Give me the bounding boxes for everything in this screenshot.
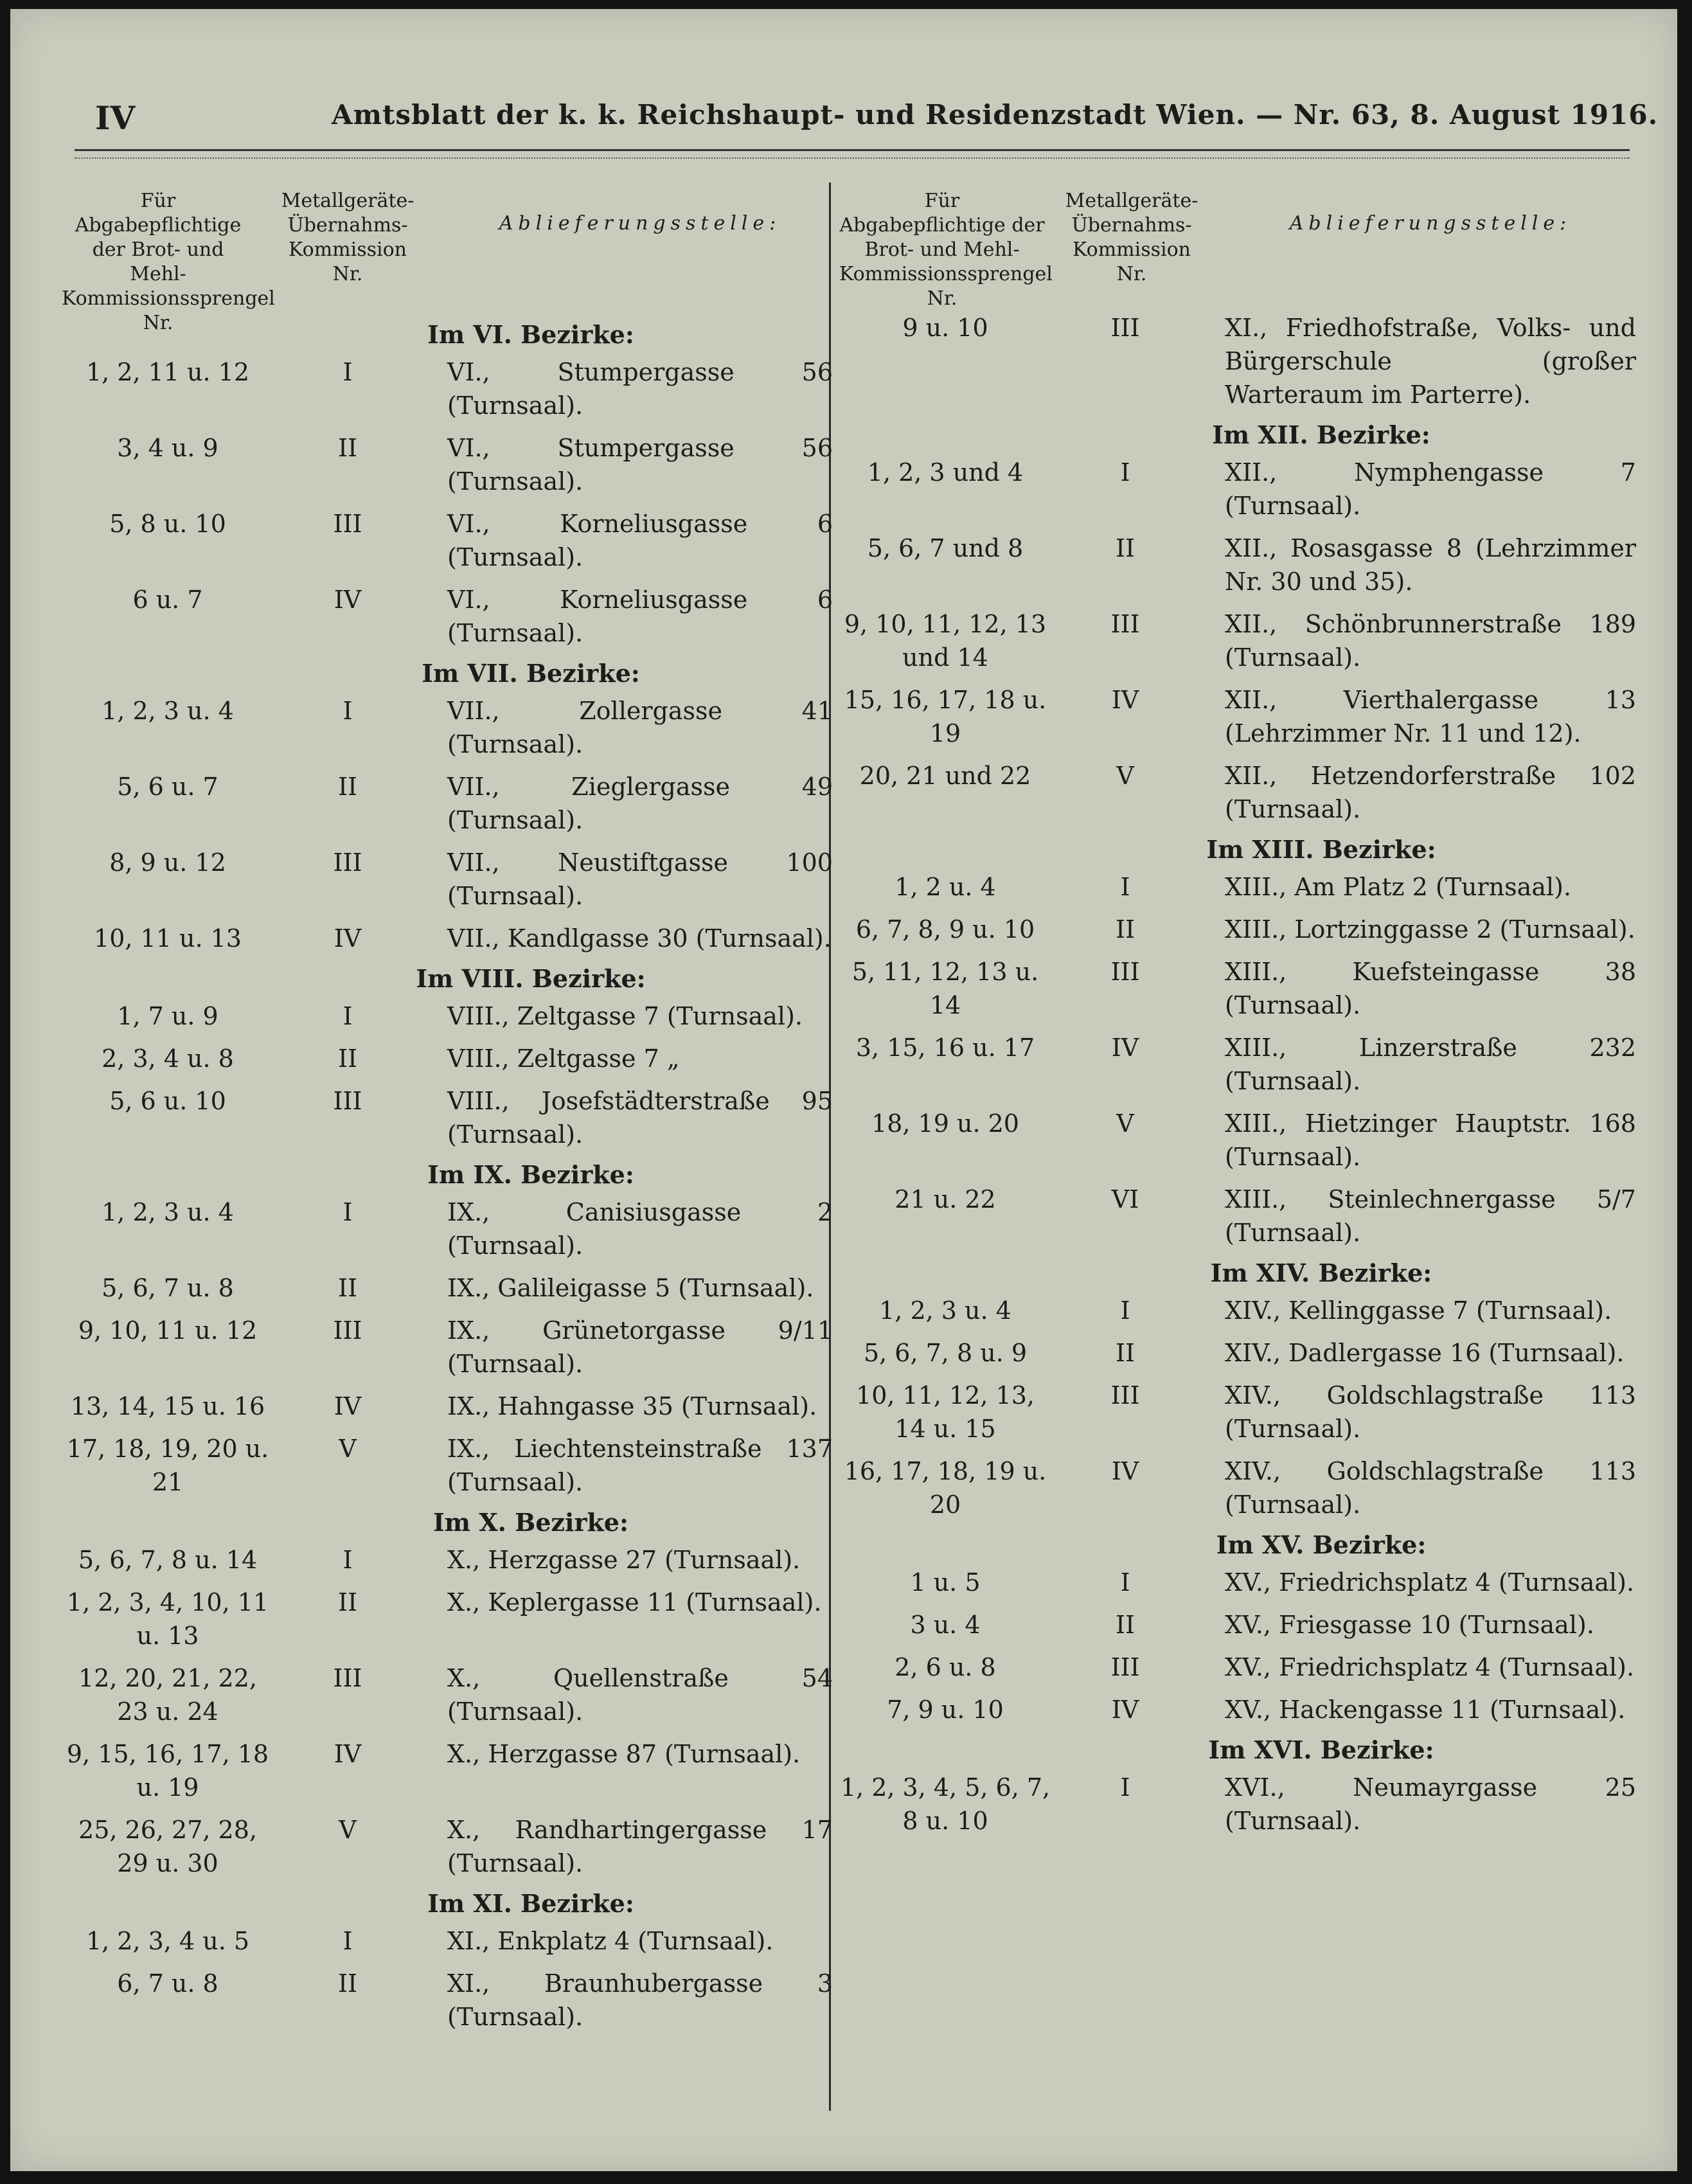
kommission-cell: III bbox=[1110, 1653, 1140, 1681]
kommission-cell: V bbox=[1116, 762, 1134, 790]
table-row bbox=[839, 607, 1636, 674]
kommission-cell: I bbox=[343, 697, 353, 725]
stelle-cell: XIII., Lortzinggasse 2 (Turnsaal). bbox=[1225, 915, 1635, 944]
kommission-cell: II bbox=[337, 1274, 358, 1302]
sprengel-cell: 9, 10, 11 u. 12 bbox=[78, 1316, 258, 1345]
sprengel-cell: 20, 21 und 22 bbox=[859, 762, 1031, 790]
sprengel-cell: 5, 6, 7 und 8 bbox=[867, 534, 1024, 562]
stelle-cell: XI., Friedhofstraße, Volks- und Bürgerschule (großer Warteraum im Parterre). bbox=[1225, 314, 1636, 409]
sprengel-cell: 1, 2, 3 u. 4 bbox=[879, 1296, 1011, 1325]
stelle-cell: VII., Zieglergasse 49 (Turnsaal). bbox=[447, 773, 833, 834]
stelle-cell: IX., Galileigasse 5 (Turnsaal). bbox=[447, 1274, 814, 1302]
stelle-cell: XI., Braunhubergasse 3 (Turnsaal). bbox=[447, 1969, 833, 2031]
stelle-cell: IX., Hahngasse 35 (Turnsaal). bbox=[447, 1392, 817, 1420]
header-stelle: Ablieferungsstelle: bbox=[499, 212, 781, 235]
stelle-cell: XIV., Dadlergasse 16 (Turnsaal). bbox=[1225, 1339, 1625, 1367]
header-kommission: Metallgeräte-Übernahms-Kommission Nr. bbox=[1065, 190, 1198, 285]
district-heading: Im VII. Bezirke: bbox=[422, 659, 640, 688]
stelle-cell: VIII., Josefstädterstraße 95 (Turnsaal). bbox=[447, 1087, 833, 1149]
kommission-cell: IV bbox=[1111, 1696, 1139, 1724]
district-heading: Im XIV. Bezirke: bbox=[1210, 1258, 1432, 1287]
stelle-cell: XII., Nymphengasse 7 (Turnsaal). bbox=[1225, 458, 1636, 520]
sprengel-cell: 6, 7 u. 8 bbox=[117, 1969, 218, 1998]
sprengel-cell: 1, 2, 11 u. 12 bbox=[85, 358, 250, 386]
stelle-cell: X., Herzgasse 27 (Turnsaal). bbox=[447, 1546, 801, 1574]
table-row bbox=[62, 770, 833, 837]
sprengel-cell: 9 u. 10 bbox=[902, 314, 988, 342]
kommission-cell: I bbox=[1120, 1296, 1130, 1325]
stelle-cell: XIV., Goldschlagstraße 113 (Turnsaal). bbox=[1225, 1457, 1636, 1519]
kommission-cell: III bbox=[333, 848, 362, 877]
table-row bbox=[62, 1432, 833, 1499]
district-heading: Im XII. Bezirke: bbox=[1212, 420, 1430, 449]
kommission-cell: III bbox=[333, 1087, 362, 1115]
district-heading: Im XV. Bezirke: bbox=[1216, 1530, 1427, 1559]
kommission-cell: IV bbox=[334, 1392, 362, 1420]
table-row bbox=[62, 1967, 833, 2034]
kommission-cell: II bbox=[337, 773, 358, 801]
stelle-cell: XV., Friedrichsplatz 4 (Turnsaal). bbox=[1225, 1653, 1635, 1681]
table-row bbox=[62, 1661, 833, 1728]
sprengel-cell: 5, 6 u. 7 bbox=[117, 773, 218, 801]
newspaper-page bbox=[10, 9, 1677, 2171]
stelle-cell: X., Herzgasse 87 (Turnsaal). bbox=[447, 1740, 801, 1768]
kommission-cell: I bbox=[343, 1927, 353, 1955]
sprengel-cell: 8, 9 u. 12 bbox=[109, 848, 226, 877]
table-row bbox=[839, 1379, 1636, 1446]
sprengel-cell: 5, 6, 7, 8 u. 9 bbox=[863, 1339, 1028, 1367]
kommission-cell: II bbox=[1115, 1611, 1135, 1639]
kommission-cell: III bbox=[1110, 610, 1140, 638]
stelle-cell: VII., Neustiftgasse 100 (Turnsaal). bbox=[447, 848, 833, 910]
left-column bbox=[62, 183, 833, 2043]
kommission-cell: II bbox=[337, 1588, 358, 1616]
table-row bbox=[62, 583, 833, 650]
stelle-cell: VII., Zollergasse 41 (Turnsaal). bbox=[447, 697, 833, 758]
sprengel-cell: 5, 6, 7, 8 u. 14 bbox=[78, 1546, 258, 1574]
sprengel-cell: 1, 2, 3 u. 4 bbox=[102, 1198, 234, 1226]
district-heading: Im VI. Bezirke: bbox=[427, 320, 634, 349]
sprengel-cell: 10, 11, 12, 13, 14 u. 15 bbox=[856, 1381, 1035, 1443]
kommission-cell: I bbox=[1120, 1568, 1130, 1597]
sprengel-cell: 5, 6 u. 10 bbox=[109, 1087, 226, 1115]
stelle-cell: XVI., Neumayrgasse 25 (Turnsaal). bbox=[1225, 1773, 1636, 1835]
stelle-cell: XII., Hetzendorferstraße 102 (Turnsaal). bbox=[1225, 762, 1636, 823]
kommission-cell: IV bbox=[1111, 1034, 1139, 1062]
stelle-cell: X., Quellenstraße 54 (Turnsaal). bbox=[447, 1664, 833, 1726]
stelle-cell: XIV., Kellinggasse 7 (Turnsaal). bbox=[1225, 1296, 1612, 1325]
table-row bbox=[839, 1336, 1636, 1370]
stelle-cell: XIII., Linzerstraße 232 (Turnsaal). bbox=[1225, 1034, 1636, 1095]
sprengel-cell: 21 u. 22 bbox=[895, 1185, 996, 1213]
sprengel-cell: 12, 20, 21, 22, 23 u. 24 bbox=[78, 1664, 257, 1726]
sprengel-cell: 2, 3, 4 u. 8 bbox=[102, 1044, 234, 1073]
table-row bbox=[62, 1543, 833, 1577]
sprengel-cell: 18, 19 u. 20 bbox=[871, 1109, 1019, 1138]
table-row bbox=[839, 913, 1636, 946]
right-column bbox=[839, 183, 1636, 1847]
table-row bbox=[62, 1314, 833, 1381]
sprengel-cell: 17, 18, 19, 20 u. 21 bbox=[66, 1435, 269, 1496]
kommission-cell: III bbox=[1110, 958, 1140, 986]
kommission-cell: I bbox=[1120, 1773, 1130, 1802]
sprengel-cell: 3, 4 u. 9 bbox=[117, 434, 218, 462]
table-row bbox=[62, 1737, 833, 1804]
district-heading: Im VIII. Bezirke: bbox=[416, 964, 646, 993]
table-row bbox=[839, 759, 1636, 826]
stelle-cell: VI., Korneliusgasse 6 (Turnsaal). bbox=[447, 510, 833, 571]
table-row bbox=[839, 1031, 1636, 1098]
table-row bbox=[62, 1042, 833, 1075]
stelle-cell: IX., Grünetorgasse 9/11 (Turnsaal). bbox=[447, 1316, 833, 1378]
kommission-cell: V bbox=[339, 1435, 357, 1463]
sprengel-cell: 2, 6 u. 8 bbox=[895, 1653, 996, 1681]
district-heading: Im X. Bezirke: bbox=[432, 1508, 629, 1537]
sprengel-cell: 1, 2 u. 4 bbox=[895, 873, 996, 901]
sprengel-cell: 15, 16, 17, 18 u. 19 bbox=[844, 686, 1047, 747]
table-row bbox=[839, 683, 1636, 750]
kommission-cell: III bbox=[333, 510, 362, 538]
stelle-cell: XIII., Steinlechnergasse 5/7 (Turnsaal). bbox=[1225, 1185, 1636, 1247]
sprengel-cell: 9, 10, 11, 12, 13 und 14 bbox=[844, 610, 1047, 672]
stelle-cell: X., Randhartingergasse 17 (Turnsaal). bbox=[447, 1816, 833, 1877]
kommission-cell: I bbox=[343, 1198, 353, 1226]
table-row bbox=[62, 922, 833, 955]
kommission-cell: I bbox=[1120, 458, 1130, 487]
kommission-cell: IV bbox=[334, 1740, 362, 1768]
table-row bbox=[62, 431, 833, 498]
kommission-cell: III bbox=[1110, 1381, 1140, 1410]
sprengel-cell: 5, 6, 7 u. 8 bbox=[102, 1274, 234, 1302]
stelle-cell: VII., Kandlgasse 30 (Turnsaal). bbox=[447, 924, 832, 953]
table-row bbox=[62, 1195, 833, 1262]
stelle-cell: XIII., Hietzinger Hauptstr. 168 (Turnsaal). bbox=[1225, 1109, 1636, 1171]
stelle-cell: XIII., Am Platz 2 (Turnsaal). bbox=[1225, 873, 1572, 901]
stelle-cell: VI., Stumpergasse 56 (Turnsaal). bbox=[447, 434, 833, 496]
column-header bbox=[62, 183, 833, 334]
sprengel-cell: 16, 17, 18, 19 u. 20 bbox=[844, 1457, 1047, 1519]
stelle-cell: VIII., Zeltgasse 7 (Turnsaal). bbox=[447, 1002, 803, 1030]
kommission-cell: II bbox=[1115, 1339, 1135, 1367]
kommission-cell: I bbox=[343, 1002, 353, 1030]
kommission-cell: IV bbox=[1111, 686, 1139, 714]
table-row bbox=[839, 1693, 1636, 1726]
table-row bbox=[839, 870, 1636, 904]
sprengel-cell: 6 u. 7 bbox=[132, 586, 203, 614]
stelle-cell: XV., Hackengasse 11 (Turnsaal). bbox=[1225, 1696, 1626, 1724]
right-table bbox=[839, 311, 1636, 1838]
kommission-cell: V bbox=[339, 1816, 357, 1844]
table-row bbox=[839, 456, 1636, 523]
header-kommission: Metallgeräte-Übernahms-Kommission Nr. bbox=[281, 190, 414, 285]
table-row bbox=[62, 694, 833, 761]
table-row bbox=[839, 532, 1636, 598]
stelle-cell: VI., Stumpergasse 56 (Turnsaal). bbox=[447, 358, 833, 420]
district-heading: Im XIII. Bezirke: bbox=[1206, 835, 1436, 864]
sprengel-cell: 1, 7 u. 9 bbox=[117, 1002, 218, 1030]
header-rule bbox=[75, 149, 1630, 159]
sprengel-cell: 5, 11, 12, 13 u. 14 bbox=[851, 958, 1039, 1019]
stelle-cell: XIV., Goldschlagstraße 113 (Turnsaal). bbox=[1225, 1381, 1636, 1443]
table-row bbox=[62, 1586, 833, 1652]
kommission-cell: II bbox=[1115, 534, 1135, 562]
table-row bbox=[839, 1455, 1636, 1521]
page-number: IV bbox=[95, 99, 136, 137]
stelle-cell: XII., Vierthalergasse 13 (Lehrzimmer Nr. 11 und 12). bbox=[1225, 686, 1636, 747]
kommission-cell: IV bbox=[334, 586, 362, 614]
table-row bbox=[62, 846, 833, 913]
sprengel-cell: 6, 7, 8, 9 u. 10 bbox=[855, 915, 1035, 944]
kommission-cell: II bbox=[337, 434, 358, 462]
kommission-cell: V bbox=[1116, 1109, 1134, 1138]
district-heading: Im XI. Bezirke: bbox=[427, 1889, 634, 1918]
table-row bbox=[62, 507, 833, 574]
sprengel-cell: 1, 2, 3 u. 4 bbox=[102, 697, 234, 725]
sprengel-cell: 13, 14, 15 u. 16 bbox=[70, 1392, 265, 1420]
table-row bbox=[839, 1566, 1636, 1599]
sprengel-cell: 5, 8 u. 10 bbox=[109, 510, 226, 538]
table-row bbox=[839, 1771, 1636, 1838]
stelle-cell: XII., Rosasgasse 8 (Lehrzimmer Nr. 30 und 35). bbox=[1225, 534, 1636, 596]
stelle-cell: IX., Canisiusgasse 2 (Turnsaal). bbox=[447, 1198, 833, 1260]
table-row bbox=[62, 1084, 833, 1151]
gazette-title: Amtsblatt der k. k. Reichshaupt- und Residenzstadt Wien. — Nr. 63, 8. August 1916. bbox=[332, 99, 1659, 130]
header-sprengel: Für Abgabepflichtige der Brot- und Mehl-Kommissionssprengel Nr. bbox=[839, 190, 1053, 310]
district-heading: Im IX. Bezirke: bbox=[427, 1160, 634, 1189]
kommission-cell: IV bbox=[1111, 1457, 1139, 1485]
stelle-cell: XII., Schönbrunnerstraße 189 (Turnsaal). bbox=[1225, 610, 1636, 672]
kommission-cell: III bbox=[333, 1316, 362, 1345]
sprengel-cell: 3, 15, 16 u. 17 bbox=[855, 1034, 1035, 1062]
table-row bbox=[839, 311, 1636, 411]
kommission-cell: III bbox=[1110, 314, 1140, 342]
kommission-cell: I bbox=[1120, 873, 1130, 901]
kommission-cell: IV bbox=[334, 924, 362, 953]
sprengel-cell: 1, 2, 3, 4 u. 5 bbox=[85, 1927, 250, 1955]
column-header bbox=[839, 183, 1636, 311]
sprengel-cell: 1, 2, 3, 4, 10, 11 u. 13 bbox=[66, 1588, 269, 1650]
sprengel-cell: 1 u. 5 bbox=[910, 1568, 981, 1597]
table-row bbox=[62, 1390, 833, 1423]
kommission-cell: III bbox=[333, 1664, 362, 1692]
header-sprengel: Für Abgabepflichtige der Brot- und Mehl-Kommissionssprengel Nr. bbox=[62, 190, 275, 334]
district-heading: Im XVI. Bezirke: bbox=[1208, 1735, 1434, 1764]
stelle-cell: IX., Liechtensteinstraße 137 (Turnsaal). bbox=[447, 1435, 833, 1496]
kommission-cell: VI bbox=[1111, 1185, 1139, 1213]
kommission-cell: II bbox=[337, 1969, 358, 1998]
sprengel-cell: 1, 2, 3, 4, 5, 6, 7, 8 u. 10 bbox=[840, 1773, 1051, 1835]
sprengel-cell: 1, 2, 3 und 4 bbox=[867, 458, 1024, 487]
sprengel-cell: 25, 26, 27, 28, 29 u. 30 bbox=[78, 1816, 257, 1877]
table-row bbox=[62, 355, 833, 422]
table-row bbox=[62, 1271, 833, 1305]
kommission-cell: II bbox=[337, 1044, 358, 1073]
stelle-cell: X., Keplergasse 11 (Turnsaal). bbox=[447, 1588, 822, 1616]
stelle-cell: XV., Friedrichsplatz 4 (Turnsaal). bbox=[1225, 1568, 1635, 1597]
table-row bbox=[839, 1183, 1636, 1249]
table-row bbox=[62, 1924, 833, 1958]
stelle-cell: XI., Enkplatz 4 (Turnsaal). bbox=[447, 1927, 774, 1955]
table-row bbox=[839, 955, 1636, 1022]
sprengel-cell: 3 u. 4 bbox=[910, 1611, 981, 1639]
table-row bbox=[62, 1813, 833, 1880]
table-row bbox=[839, 1651, 1636, 1684]
stelle-cell: VIII., Zeltgasse 7 „ bbox=[447, 1044, 680, 1073]
sprengel-cell: 7, 9 u. 10 bbox=[887, 1696, 1004, 1724]
table-row bbox=[839, 1294, 1636, 1327]
kommission-cell: I bbox=[343, 1546, 353, 1574]
stelle-cell: XIII., Kuefsteingasse 38 (Turnsaal). bbox=[1225, 958, 1636, 1019]
stelle-cell: XV., Friesgasse 10 (Turnsaal). bbox=[1225, 1611, 1594, 1639]
table-row bbox=[839, 1107, 1636, 1174]
stelle-cell: VI., Korneliusgasse 6 (Turnsaal). bbox=[447, 586, 833, 647]
header-stelle: Ablieferungsstelle: bbox=[1289, 212, 1572, 235]
sprengel-cell: 10, 11 u. 13 bbox=[94, 924, 242, 953]
kommission-cell: II bbox=[1115, 915, 1135, 944]
table-row bbox=[839, 1608, 1636, 1642]
kommission-cell: I bbox=[343, 358, 353, 386]
table-row bbox=[62, 999, 833, 1033]
left-table bbox=[62, 320, 833, 2034]
sprengel-cell: 9, 15, 16, 17, 18 u. 19 bbox=[66, 1740, 269, 1802]
